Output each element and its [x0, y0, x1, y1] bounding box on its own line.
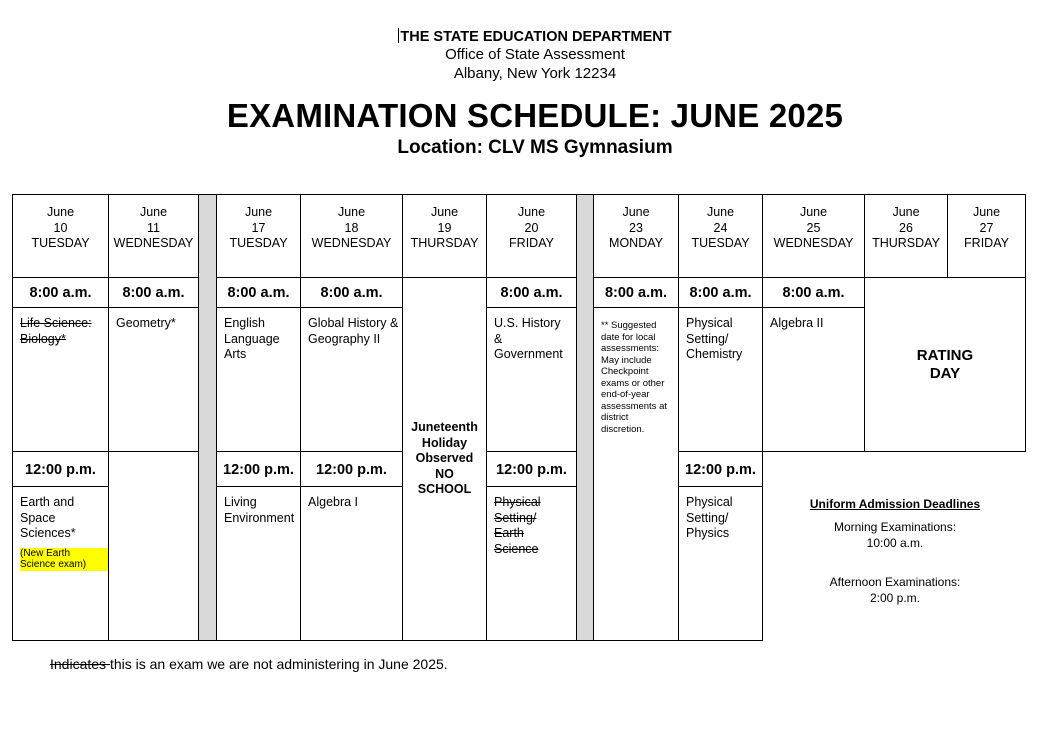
admission-deadlines	[763, 494, 1027, 606]
morning-time-label: 8:00 a.m.	[216, 277, 301, 308]
new-exam-highlight: (New Earth Science exam)	[20, 548, 108, 571]
morning-time-label: 8:00 a.m.	[108, 277, 199, 308]
department-name: THE STATE EDUCATION DEPARTMENT	[400, 29, 672, 45]
empty-afternoon-jun11	[108, 451, 199, 641]
day-header-june-10: June 10 TUESDAY	[12, 194, 109, 278]
rating-day: RATING DAY	[864, 277, 1026, 452]
morning-time-label: 8:00 a.m.	[486, 277, 577, 308]
exam-location: Location: CLV MS Gymnasium	[397, 137, 673, 158]
day-header-june-19: June 19 THURSDAY	[402, 194, 487, 278]
exam-jun24-am: Physical Setting/ Chemistry	[678, 307, 763, 452]
morning-time-label: 8:00 a.m.	[593, 277, 679, 308]
afternoon-time-label: 12:00 p.m.	[486, 451, 577, 487]
office-name: Office of State Assessment	[445, 46, 625, 63]
strikethrough-footnote: Indicates this is an exam we are not administering in June 2025.	[50, 656, 448, 672]
local-assessment-note: ** Suggested date for local assessments: May include Checkpoint exams or other end-of-year assessments at district discretion.	[593, 307, 679, 641]
day-header-june-27: June 27 FRIDAY	[947, 194, 1026, 278]
morning-deadline-label: Morning Examinations:	[833, 520, 957, 534]
day-header-june-23: June 23 MONDAY	[593, 194, 679, 278]
afternoon-time-label: 12:00 p.m.	[300, 451, 403, 487]
afternoon-deadline-label: Afternoon Examinations:	[829, 575, 961, 589]
day-header-june-11: June 11 WEDNESDAY	[108, 194, 199, 278]
day-header-june-25: June 25 WEDNESDAY	[762, 194, 865, 278]
exam-jun11-am: Geometry*	[108, 307, 199, 452]
exam-jun17-pm: Living Environment	[216, 486, 301, 641]
office-address: Albany, New York 12234	[453, 65, 617, 82]
weekend-separator	[576, 194, 594, 641]
exam-jun20-pm: Physical Setting/ Earth Science	[486, 486, 577, 641]
exam-jun18-pm: Algebra I	[300, 486, 403, 641]
morning-deadline-time: 10:00 a.m.	[866, 536, 924, 550]
afternoon-deadline-time: 2:00 p.m.	[869, 591, 921, 605]
weekend-separator	[198, 194, 217, 641]
afternoon-time-label: 12:00 p.m.	[12, 451, 109, 487]
day-header-june-26: June 26 THURSDAY	[864, 194, 948, 278]
exam-jun10-am: Life Science: Biology*	[12, 307, 109, 452]
exam-jun20-am: U.S. History & Government	[486, 307, 577, 452]
schedule-title: EXAMINATION SCHEDULE: JUNE 2025	[226, 97, 844, 134]
morning-time-label: 8:00 a.m.	[678, 277, 763, 308]
exam-jun10-pm: Earth and Space Sciences* (New Earth Science exam)	[12, 486, 109, 641]
morning-time-label: 8:00 a.m.	[300, 277, 403, 308]
exam-jun24-pm: Physical Setting/ Physics	[678, 486, 763, 641]
morning-time-label: 8:00 a.m.	[12, 277, 109, 308]
exam-jun17-am: English Language Arts	[216, 307, 301, 452]
day-header-june-18: June 18 WEDNESDAY	[300, 194, 403, 278]
exam-jun18-am: Global History & Geography II	[300, 307, 403, 452]
afternoon-time-label: 12:00 p.m.	[216, 451, 301, 487]
exam-jun25-am: Algebra II	[762, 307, 865, 452]
afternoon-time-label: 12:00 p.m.	[678, 451, 763, 487]
day-header-june-24: June 24 TUESDAY	[678, 194, 763, 278]
day-header-june-20: June 20 FRIDAY	[486, 194, 577, 278]
day-header-june-17: June 17 TUESDAY	[216, 194, 301, 278]
admission-deadlines-title: Uniform Admission Deadlines	[809, 497, 981, 511]
morning-time-label: 8:00 a.m.	[762, 277, 865, 308]
juneteenth-holiday: Juneteenth Holiday Observed NO SCHOOL	[402, 277, 487, 641]
